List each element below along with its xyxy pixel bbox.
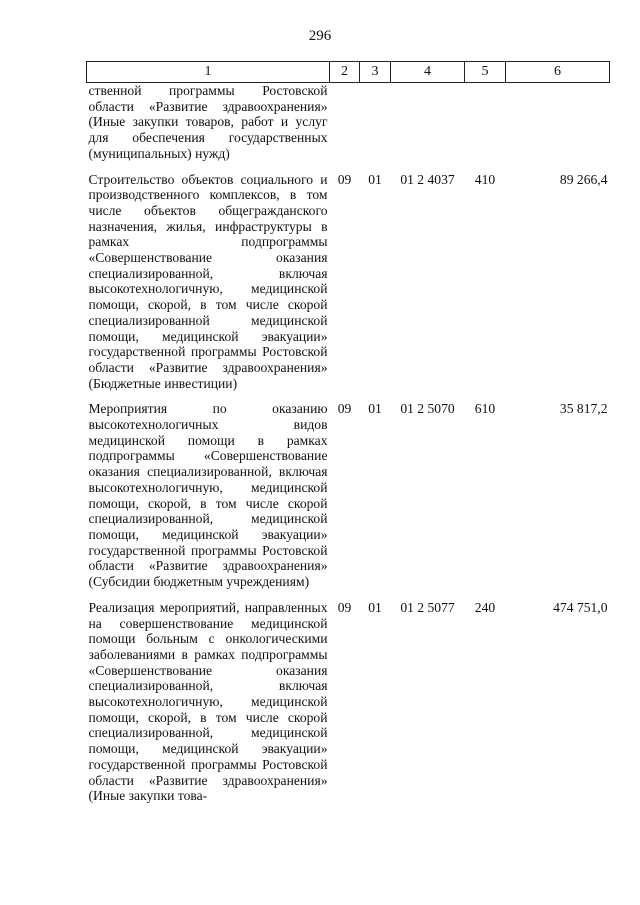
header-col-1: 1 bbox=[87, 62, 330, 83]
row-target-article bbox=[391, 83, 465, 172]
row-target-article: 01 2 5070 bbox=[400, 401, 455, 417]
header-col-6: 6 bbox=[506, 62, 610, 83]
row-expense-type: 410 bbox=[474, 171, 496, 187]
row-amount: 89 266,4 bbox=[559, 171, 608, 187]
row-expense-type bbox=[465, 83, 506, 172]
row-subsection: 01 bbox=[368, 599, 382, 615]
row-subsection: 01 bbox=[368, 401, 382, 417]
row-amount bbox=[506, 83, 610, 172]
row-section: 09 bbox=[337, 401, 352, 417]
row-amount: 474 751,0 bbox=[553, 599, 608, 615]
row-description: Реализация мероприятий, направленных на совершенствование медицинской помощи больным с онкологическими заболеваниями в рамках подпрограммы «Совершенствование оказания специализированной, включая высокотехнологичную, медицинской помощи, скорой, в том числе скорой специализированной, медицинской помощи, медицинской эвакуации» государственной программы Ростовской области «Развитие здравоохранения» (Иные закупки това- bbox=[88, 599, 328, 804]
table-body bbox=[87, 83, 610, 814]
table-row bbox=[87, 83, 610, 172]
row-target-article: 01 2 5077 bbox=[400, 599, 455, 615]
page-number: 296 bbox=[308, 28, 332, 44]
row-expense-type: 240 bbox=[474, 599, 496, 615]
row-target-article: 01 2 4037 bbox=[400, 171, 455, 187]
table-row bbox=[87, 172, 610, 402]
row-subsection: 01 bbox=[368, 171, 382, 187]
row-description: ственной программы Ростовской области «Развитие здравоохранения» (Иные закупки товаров, работ и услуг для обеспечения государственных (муниципальных) нужд) bbox=[88, 83, 328, 161]
table-header bbox=[87, 62, 610, 83]
table-row bbox=[87, 401, 610, 599]
header-row bbox=[87, 62, 610, 83]
header-col-3: 3 bbox=[360, 62, 391, 83]
row-section: 09 bbox=[337, 171, 352, 187]
table-row bbox=[87, 600, 610, 814]
row-section bbox=[330, 83, 360, 172]
row-amount: 35 817,2 bbox=[559, 401, 608, 417]
header-col-4: 4 bbox=[391, 62, 465, 83]
row-expense-type: 610 bbox=[474, 401, 496, 417]
row-description: Строительство объектов социального и производственного комплексов, в том числе объектов общегражданского назначения, жилья, инфраструктуры в рамках подпрограммы «Совершенствование оказания специализированной, включая высокотехнологичную, медицинской помощи, скорой, в том числе скорой специализированной медицинской помощи, медицинской эвакуации» государственной программы Ростовской области «Развитие здравоохранения» (Бюджетные инвестиции) bbox=[88, 171, 328, 391]
row-subsection bbox=[360, 83, 391, 172]
row-description: Мероприятия по оказанию высокотехнологичных видов медицинской помощи в рамках подпрограммы «Совершенствование оказания специализированной, включая высокотехнологичную, медицинской помощи, скорой, в том числе скорой специализированной, медицинской помощи, медицинской эвакуации» государственной программы Ростовской области «Развитие здравоохранения» (Субсидии бюджетным учреждениям) bbox=[88, 401, 328, 590]
header-col-5: 5 bbox=[465, 62, 506, 83]
row-section: 09 bbox=[337, 599, 352, 615]
header-col-2: 2 bbox=[330, 62, 360, 83]
budget-table bbox=[86, 61, 610, 814]
